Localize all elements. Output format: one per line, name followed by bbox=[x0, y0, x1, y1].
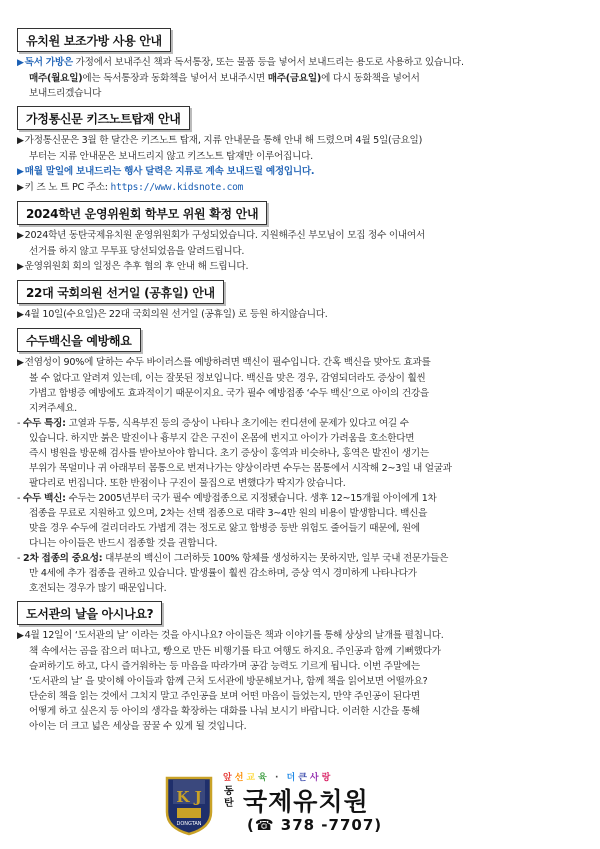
bullet-arrow-icon: ▶ bbox=[17, 136, 24, 146]
paragraph bbox=[17, 71, 583, 86]
paragraph: 선거를 하지 않고 무투표 당선되었음을 알려드립니다. bbox=[29, 246, 245, 257]
paragraph: 즉시 병원을 방문해 검사를 받아보아야 합니다. 초기 증상이 홍역과 비슷하나, 홍역은 발진이 생기는 bbox=[29, 448, 429, 459]
kindergarten-logo bbox=[163, 770, 443, 842]
paragraph bbox=[17, 133, 583, 149]
section-title: 22대 국회의원 선거일 (공휴일) 안내 bbox=[17, 280, 224, 304]
bullet-arrow-icon: ▶ bbox=[17, 310, 24, 320]
slogan-char: 사 bbox=[309, 773, 321, 783]
phone-number: (☎ 378 -7707) bbox=[247, 816, 383, 834]
paragraph: 맞을 경우 수두에 걸리더라도 가볍게 겪는 정도로 앓고 합병증 등반 위험도 줄어들기 때문에, 원에 bbox=[29, 523, 420, 534]
paragraph: ‘도서관의 날’ 을 맞이해 아이들과 함께 근처 도서관에 방문해보거나, 함께 책을 읽어보면 어떨까요? bbox=[29, 676, 428, 687]
section-title: 도서관의 날을 아시나요? bbox=[17, 601, 162, 625]
slogan-char: 앞 bbox=[223, 773, 234, 783]
section-title: 유치원 보조가방 사용 안내 bbox=[17, 28, 171, 52]
paragraph bbox=[17, 228, 583, 244]
newsletter-page bbox=[17, 28, 583, 739]
text: 고열과 두통, 식욕부진 등의 증상이 나타나 초기에는 컨디션에 문제가 있다고 여길 수 bbox=[65, 418, 409, 429]
paragraph: 아이는 더 크고 넓은 세상을 꿈꿀 수 있게 될 것입니다. bbox=[29, 721, 247, 732]
paragraph: - 2차 접종의 중요성: 대부분의 백신이 그러하듯 100% 항체를 생성하지는 못하지만, 일부 국내 전문가들은 bbox=[17, 553, 449, 564]
paragraph: 볼 수 없다고 알려져 있는데, 이는 잘못된 정보입니다. 백신을 맞은 경우, 감염되더라도 증상이 훨씬 bbox=[29, 373, 426, 384]
paragraph bbox=[17, 164, 583, 180]
shield-badge-icon bbox=[163, 774, 215, 836]
kidsnote-link[interactable]: https://www.kidsnote.com bbox=[110, 182, 244, 193]
slogan-char: 큰 bbox=[298, 773, 309, 783]
paragraph: 슬퍼하기도 하고, 다시 즐거워하는 등 마음을 따라가며 공감 능력도 기르게 됩니다. 이번 주말에는 bbox=[29, 661, 420, 672]
paragraph bbox=[17, 259, 583, 275]
text: 키 즈 노 트 PC 주소: bbox=[24, 182, 111, 193]
slogan-char: 교 bbox=[246, 773, 258, 783]
text: 대부분의 백신이 그러하듯 100% 항체를 생성하지는 못하지만, 일부 국내 전문가들은 bbox=[102, 553, 449, 564]
text: 매월 말일에 보내드리는 행사 달력은 지류로 계속 보내드릴 예정입니다. bbox=[24, 166, 315, 177]
paragraph: 단순히 책을 읽는 것에서 그치지 말고 주인공을 보며 어떤 마음이 들었는지, 만약 주인공이 된다면 bbox=[29, 691, 420, 702]
section-title: 수두백신을 예방해요 bbox=[17, 328, 141, 352]
highlight-text: 독서 가방은 bbox=[24, 57, 73, 68]
paragraph: - 수두 특징: 고열과 두통, 식욕부진 등의 증상이 나타나 초기에는 컨디션에 문제가 있다고 여길 수 bbox=[17, 418, 409, 429]
bullet-arrow-icon: ▶ bbox=[17, 183, 24, 193]
slogan-char: 랑 bbox=[321, 773, 333, 783]
location-char: 탄 bbox=[224, 798, 234, 809]
paragraph: 다니는 아이들은 반드시 접종할 것을 권합니다. bbox=[29, 538, 218, 549]
section-committee bbox=[17, 201, 583, 275]
text: 전염성이 90%에 달하는 수두 바이러스를 예방하려면 백신이 필수입니다. 간혹 백신을 맞아도 효과를 bbox=[24, 357, 431, 368]
text: 2024학년 동탄국제유치원 운영위원회가 구성되었습니다. 지원해주신 부모님이 모집 정수 이내여서 bbox=[24, 230, 425, 241]
paragraph: 호전되는 경우가 많기 때문입니다. bbox=[29, 583, 167, 594]
paragraph: 책 속에서는 곰을 잡으러 떠나고, 빵으로 만든 비행기를 타고 여행도 하지요. 주인공과 함께 기뻐했다가 bbox=[29, 646, 441, 657]
text: 운영위원회 회의 일정은 추후 협의 후 안내 해 드립니다. bbox=[24, 261, 249, 272]
bullet-arrow-icon: ▶ bbox=[17, 167, 24, 177]
section-title: 가정통신문 키즈노트탑재 안내 bbox=[17, 106, 190, 130]
bullet-arrow-icon: ▶ bbox=[17, 58, 24, 68]
paragraph bbox=[17, 628, 583, 644]
badge-text: DONGTAN bbox=[176, 821, 202, 827]
paragraph: 있습니다. 하지만 붉은 발진이나 흉부지 같은 구진이 온몸에 번지고 아이가 가려움을 호소한다면 bbox=[29, 433, 415, 444]
paragraph: - 수두 백신: 수두는 2005년부터 국가 필수 예방접종으로 지정됐습니다. 생후 12~15개월 아이에게 1차 bbox=[17, 493, 437, 504]
location-vertical bbox=[224, 786, 234, 810]
bullet-arrow-icon: ▶ bbox=[17, 358, 24, 368]
bullet-arrow-icon: ▶ bbox=[17, 262, 24, 272]
bullet-arrow-icon: ▶ bbox=[17, 231, 24, 241]
section-title: 2024학년 운영위원회 학부모 위원 확정 안내 bbox=[17, 201, 267, 225]
paragraph: 어떻게 하고 싶은지 등 아이의 생각을 확장하는 대화를 나눠 보시기 바랍니다. 이러한 시간을 통해 bbox=[29, 706, 420, 717]
section-kidsnote bbox=[17, 106, 583, 196]
badge-letters: K J bbox=[176, 788, 202, 806]
paragraph: 가볍고 합병증 예방에도 효과적이기 때문이지요. 국가 필수 예방접종 ‘수두 백신’으로 아이의 건강을 bbox=[29, 388, 429, 399]
section-library-day bbox=[17, 601, 583, 734]
paragraph bbox=[17, 307, 583, 323]
slogan-char: 육 bbox=[258, 773, 269, 783]
highlight-text: 매주(월요일) bbox=[29, 73, 83, 84]
location-char: 동 bbox=[224, 786, 234, 797]
text: 4월 10일(수요일)은 22대 국회의원 선거일 (공휴일) 로 등원 하지않습니다. bbox=[24, 309, 328, 320]
text: 가정통신문은 3월 한 달간은 키즈노트 탑재, 지류 안내문을 통해 안내 해 드렸으며 4월 5일(금요일) bbox=[24, 135, 423, 146]
paragraph: 팔다리로 번집니다. 또한 반점이나 구진이 물집으로 변했다가 딱지가 앉습니다. bbox=[29, 478, 346, 489]
kindergarten-name: 국제유치원 bbox=[243, 787, 369, 816]
text: 수두는 2005년부터 국가 필수 예방접종으로 지정됐습니다. 생후 12~15개월 아이에게 1차 bbox=[65, 493, 437, 504]
paragraph: 부위가 목덜미나 귀 아래부터 몸통으로 번져나가는 양상이라면 수두는 몸통에서 시작해 2~3일 내 얼굴과 bbox=[29, 463, 452, 474]
section-backpack bbox=[17, 28, 583, 101]
bullet-arrow-icon: ▶ bbox=[17, 631, 24, 641]
text: 4월 12일이 ‘도서관의 날’ 이라는 것을 아시나요? 아이들은 책과 이야기를 통해 상상의 날개를 펼칩니다. bbox=[24, 630, 444, 641]
text: 에는 독서통장과 동화책을 넣어서 보내주시면 bbox=[82, 73, 268, 84]
highlight-text: 수두 특징: bbox=[23, 418, 66, 429]
text: 에 다시 동화책을 넣어서 bbox=[321, 73, 420, 84]
paragraph: 만 4세에 추가 접종을 권하고 있습니다. 발생률이 훨씬 감소하며, 증상 역시 경미하게 나타나다가 bbox=[29, 568, 417, 579]
slogan-char: · bbox=[269, 773, 286, 783]
paragraph: 부터는 지류 안내문은 보내드리지 않고 키즈노트 탑재만 이루어집니다. bbox=[29, 151, 313, 162]
slogan-char: 더 bbox=[286, 773, 298, 783]
paragraph bbox=[17, 55, 583, 71]
slogan-char: 선 bbox=[234, 773, 246, 783]
highlight-text: 매주(금요일) bbox=[267, 73, 322, 84]
highlight-text: 2차 접종의 중요성: bbox=[23, 553, 103, 564]
paragraph bbox=[17, 355, 583, 371]
paragraph: 접종을 무료로 지원하고 있으며, 2차는 선택 접종으로 대략 3~4만 원의 비용이 발생합니다. 백신을 bbox=[29, 508, 428, 519]
paragraph: 지켜주세요. bbox=[29, 403, 77, 414]
section-election bbox=[17, 280, 583, 323]
highlight-text: 수두 백신: bbox=[23, 493, 66, 504]
paragraph: 보내드리겠습니다 bbox=[29, 88, 102, 99]
paragraph bbox=[17, 180, 583, 196]
section-chickenpox bbox=[17, 328, 583, 596]
text: 가정에서 보내주신 책과 독서통장, 또는 물품 등을 넣어서 보내드리는 용도로 사용하고 있습니다. bbox=[72, 57, 464, 68]
